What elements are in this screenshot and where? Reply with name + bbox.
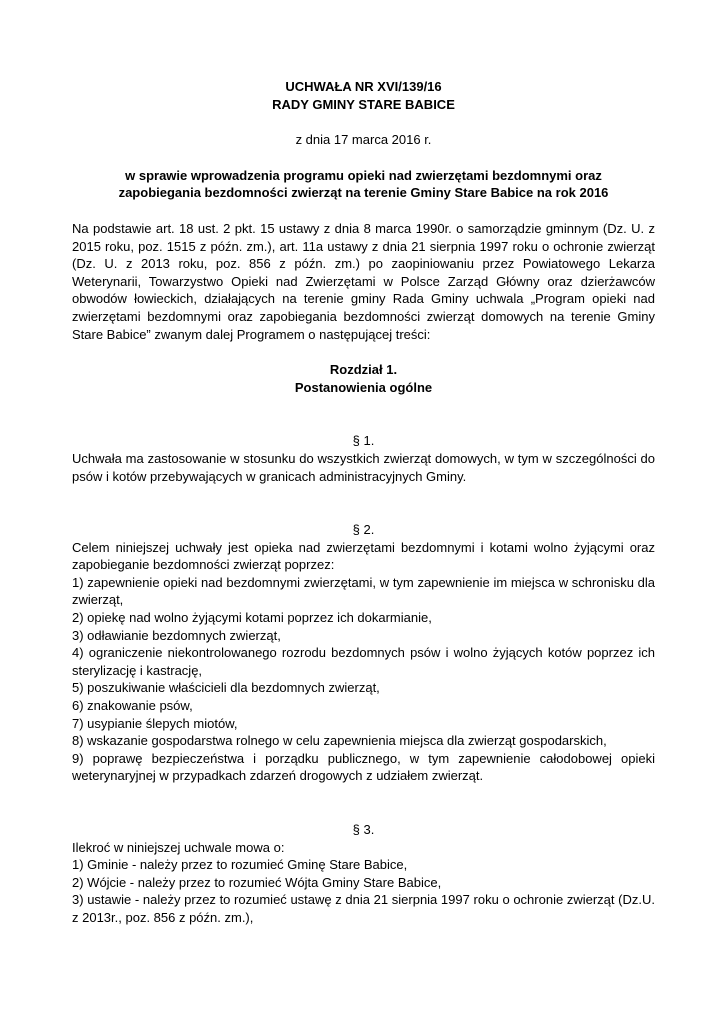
section-3-mark: § 3. <box>352 822 375 837</box>
resolution-title: UCHWAŁA NR XVI/139/16 <box>285 79 442 94</box>
list-item: 2) Wójcie - należy przez to rozumieć Wójta Gminy Stare Babice, <box>72 874 442 890</box>
section-1-text: Uchwała ma zastosowanie w stosunku do wszystkich zwierząt domowych, w tym w szczególności do psów i kotów przebywających w granicach administracyjnych Gminy. <box>72 450 655 484</box>
list-item: 6) znakowanie psów, <box>72 698 193 714</box>
section-2-mark: § 2. <box>352 522 375 538</box>
document-page <box>72 78 655 927</box>
section-2-intro: Celem niniejszej uchwały jest opieka nad zwierzętami bezdomnymi i kotami wolno żyjącymi oraz zapobieganie bezdomności zwierząt poprzez: <box>72 539 655 573</box>
list-item: 1) zapewnienie opieki nad bezdomnymi zwierzętami, w tym zapewnienie im miejsca w schronisku dla zwierząt, <box>72 574 655 608</box>
chapter-title: Postanowienia ogólne <box>294 379 433 395</box>
section-1-mark: § 1. <box>352 433 375 449</box>
list-item: 4) ograniczenie niekontrolowanego rozrodu bezdomnych psów i wolno żyjących kotów poprzez ich sterylizację i kastrację, <box>72 645 655 678</box>
list-item: 9) poprawę bezpieczeństwa i porządku publicznego, w tym zapewnienie całodobowej opieki weterynaryjnej w przypadkach zdarzeń drogowych z udziałem zwierząt. <box>72 750 655 784</box>
list-item: 8) wskazanie gospodarstwa rolnego w celu zapewnienia miejsca dla zwierząt gospodarskich, <box>72 733 607 749</box>
list-item: 2) opiekę nad wolno żyjącymi kotami poprzez ich dokarmianie, <box>72 610 432 626</box>
preamble: Na podstawie art. 18 ust. 2 pkt. 15 ustawy z dnia 8 marca 1990r. o samorządzie gminnym (Dz. U. z 2015 roku, poz. 1515 z późn. zm.), art. 11a ustawy z dnia 21 sierpnia 1997 roku o ochronie zwierząt (Dz. U. z 2013 roku, poz. 856 z późn. zm.) po zaopiniowaniu przez Powiatowego Lekarza Weterynarii, Towarzystwo Opieki nad Zwierzętami w Polsce Zarząd Główny oraz dzierżawców obwodów łowieckich, działających na terenie gminy Rada Gminy uchwala „Program opieki nad zwierzętami bezdomnymi oraz zapobiegania bezdomności zwierząt domowych na terenie Gminy Stare Babice” zwanym dalej Programem o następującej treści: <box>72 220 655 342</box>
list-item: 5) poszukiwanie właścicieli dla bezdomnych zwierząt, <box>72 680 380 696</box>
list-item: 3) ustawie - należy przez to rozumieć ustawę z dnia 21 sierpnia 1997 roku o ochronie zwierząt (Dz.U. z 2013r., poz. 856 z późn. zm.), <box>72 892 655 925</box>
subject-line-2: zapobiegania bezdomności zwierząt na terenie Gminy Stare Babice na rok 2016 <box>118 185 609 201</box>
list-item: 3) odławianie bezdomnych zwierząt, <box>72 627 281 643</box>
subject-line-1: w sprawie wprowadzenia programu opieki nad zwierzętami bezdomnymi oraz <box>125 167 602 183</box>
council-name: RADY GMINY STARE BABICE <box>272 96 455 112</box>
list-item: 1) Gminie - należy przez to rozumieć Gminę Stare Babice, <box>72 857 408 873</box>
resolution-date: z dnia 17 marca 2016 r. <box>295 132 432 148</box>
chapter-number: Rozdział 1. <box>329 362 398 378</box>
section-3-intro: Ilekroć w niniejszej uchwale mowa o: <box>72 839 285 855</box>
list-item: 7) usypianie ślepych miotów, <box>72 715 238 731</box>
